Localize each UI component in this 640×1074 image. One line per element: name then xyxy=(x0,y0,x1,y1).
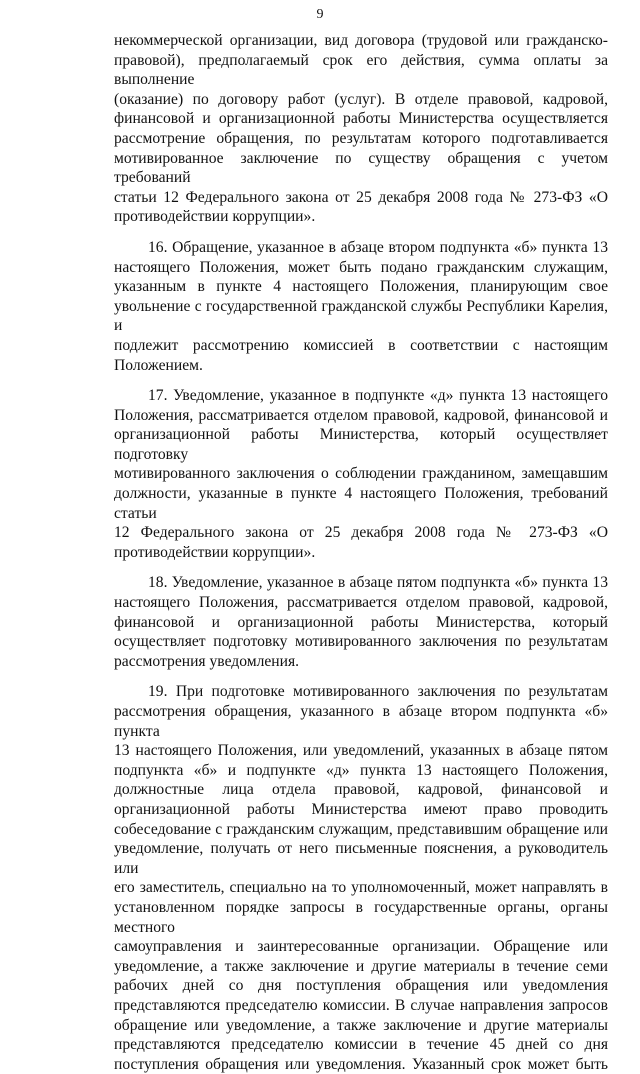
text-line: подпункта «б» и подпункте «д» пункта 13 настоящего Положения, xyxy=(114,761,608,779)
text-line: финансовой и организационной работы Министерства, который xyxy=(114,613,608,631)
paragraph-16 xyxy=(114,238,608,375)
text-line: противодействии коррупции». xyxy=(114,543,316,561)
document-body xyxy=(114,31,608,1074)
text-line: обращение или уведомление, а также заключение и другие материалы xyxy=(114,1016,608,1034)
text-line: 13 настоящего Положения, или уведомлений, указанных в абзаце пятом xyxy=(114,742,608,760)
text-line: его заместитель, специально на то уполномоченный, может направлять в xyxy=(114,879,608,897)
text-line: должностные лица отдела правовой, кадровой, финансовой и xyxy=(114,781,608,799)
text-line: противодействии коррупции». xyxy=(114,208,316,226)
text-line: организационной работы Министерства имеют право проводить xyxy=(114,800,608,818)
text-line: представляются председателю комиссии в течение 45 дней со дня xyxy=(114,1036,608,1054)
text-line: 16. Обращение, указанное в абзаце втором подпункта «б» пункта 13 xyxy=(148,238,608,256)
text-line: (оказание) по договору работ (услуг). В отделе правовой, кадровой, xyxy=(114,90,608,108)
paragraph-continuation xyxy=(114,31,608,227)
text-line: указанным в пункте 4 настоящего Положения, планирующим свое xyxy=(114,278,608,296)
text-line: подлежит рассмотрению комиссией в соответствии с настоящим xyxy=(114,336,608,354)
text-line: рабочих дней со дня поступления обращения или уведомления xyxy=(114,977,608,995)
text-line: 18. Уведомление, указанное в абзаце пятом подпункта «б» пункта 13 xyxy=(148,574,608,592)
text-line: мотивированное заключение по существу обращения с учетом требований xyxy=(114,149,608,187)
text-line: самоуправления и заинтересованные организации. Обращение или xyxy=(114,938,608,956)
text-line: должности, указанные в пункте 4 настоящего Положения, требований статьи xyxy=(114,485,608,522)
text-line: уведомление, получать от него письменные пояснения, а руководитель или xyxy=(114,840,608,877)
text-line: Положения, рассматривается отделом правовой, кадровой, финансовой и xyxy=(114,406,608,424)
text-line: осуществляет подготовку мотивированного заключения по результатам xyxy=(114,633,608,651)
text-line: настоящего Положения, рассматривается отделом правовой, кадровой, xyxy=(114,594,608,612)
text-line: установленном порядке запросы в государственные органы, органы местного xyxy=(114,898,608,936)
text-line: рассмотрения обращения, указанного в абзаце втором подпункта «б» пункта xyxy=(114,703,608,740)
text-line: представляются председателю комиссии. В случае направления запросов xyxy=(114,996,608,1014)
paragraph-18 xyxy=(114,573,608,671)
text-line: Положением. xyxy=(114,356,203,374)
text-line: 17. Уведомление, указанное в подпункте «д» пункта 13 настоящего xyxy=(148,387,608,405)
text-line: некоммерческой организации, вид договора (трудовой или гражданско- xyxy=(114,32,608,49)
text-line: 19. При подготовке мотивированного заключения по результатам xyxy=(148,683,608,701)
text-line: поступления обращения или уведомления. Указанный срок может быть xyxy=(114,1055,608,1073)
text-line: собеседование с гражданским служащим, представившим обращение или xyxy=(114,820,608,838)
text-line: правовой), предполагаемый срок его действия, сумма оплаты за выполнение xyxy=(114,51,608,89)
text-line: увольнение с государственной гражданской службы Республики Карелия, и xyxy=(114,297,608,335)
text-line: финансовой и организационной работы Министерства осуществляется xyxy=(114,110,608,128)
text-line: организационной работы Министерства, который осуществляет подготовку xyxy=(114,426,608,463)
text-line: рассмотрения уведомления. xyxy=(114,652,300,670)
text-line: рассмотрение обращения, по результатам которого подготавливается xyxy=(114,129,608,147)
page-number: 9 xyxy=(316,7,324,22)
text-line: статьи 12 Федерального закона от 25 декабря 2008 года № 273-ФЗ «О xyxy=(114,188,608,206)
text-line: мотивированного заключения о соблюдении гражданином, замещавшим xyxy=(114,465,608,483)
text-line: 12 Федерального закона от 25 декабря 2008 года № 273-ФЗ «О xyxy=(114,524,608,542)
text-line: настоящего Положения, может быть подано гражданским служащим, xyxy=(114,258,608,276)
paragraph-19 xyxy=(114,682,608,1074)
text-line: уведомление, а также заключение и другие материалы в течение семи xyxy=(114,957,608,975)
paragraph-17 xyxy=(114,386,608,562)
